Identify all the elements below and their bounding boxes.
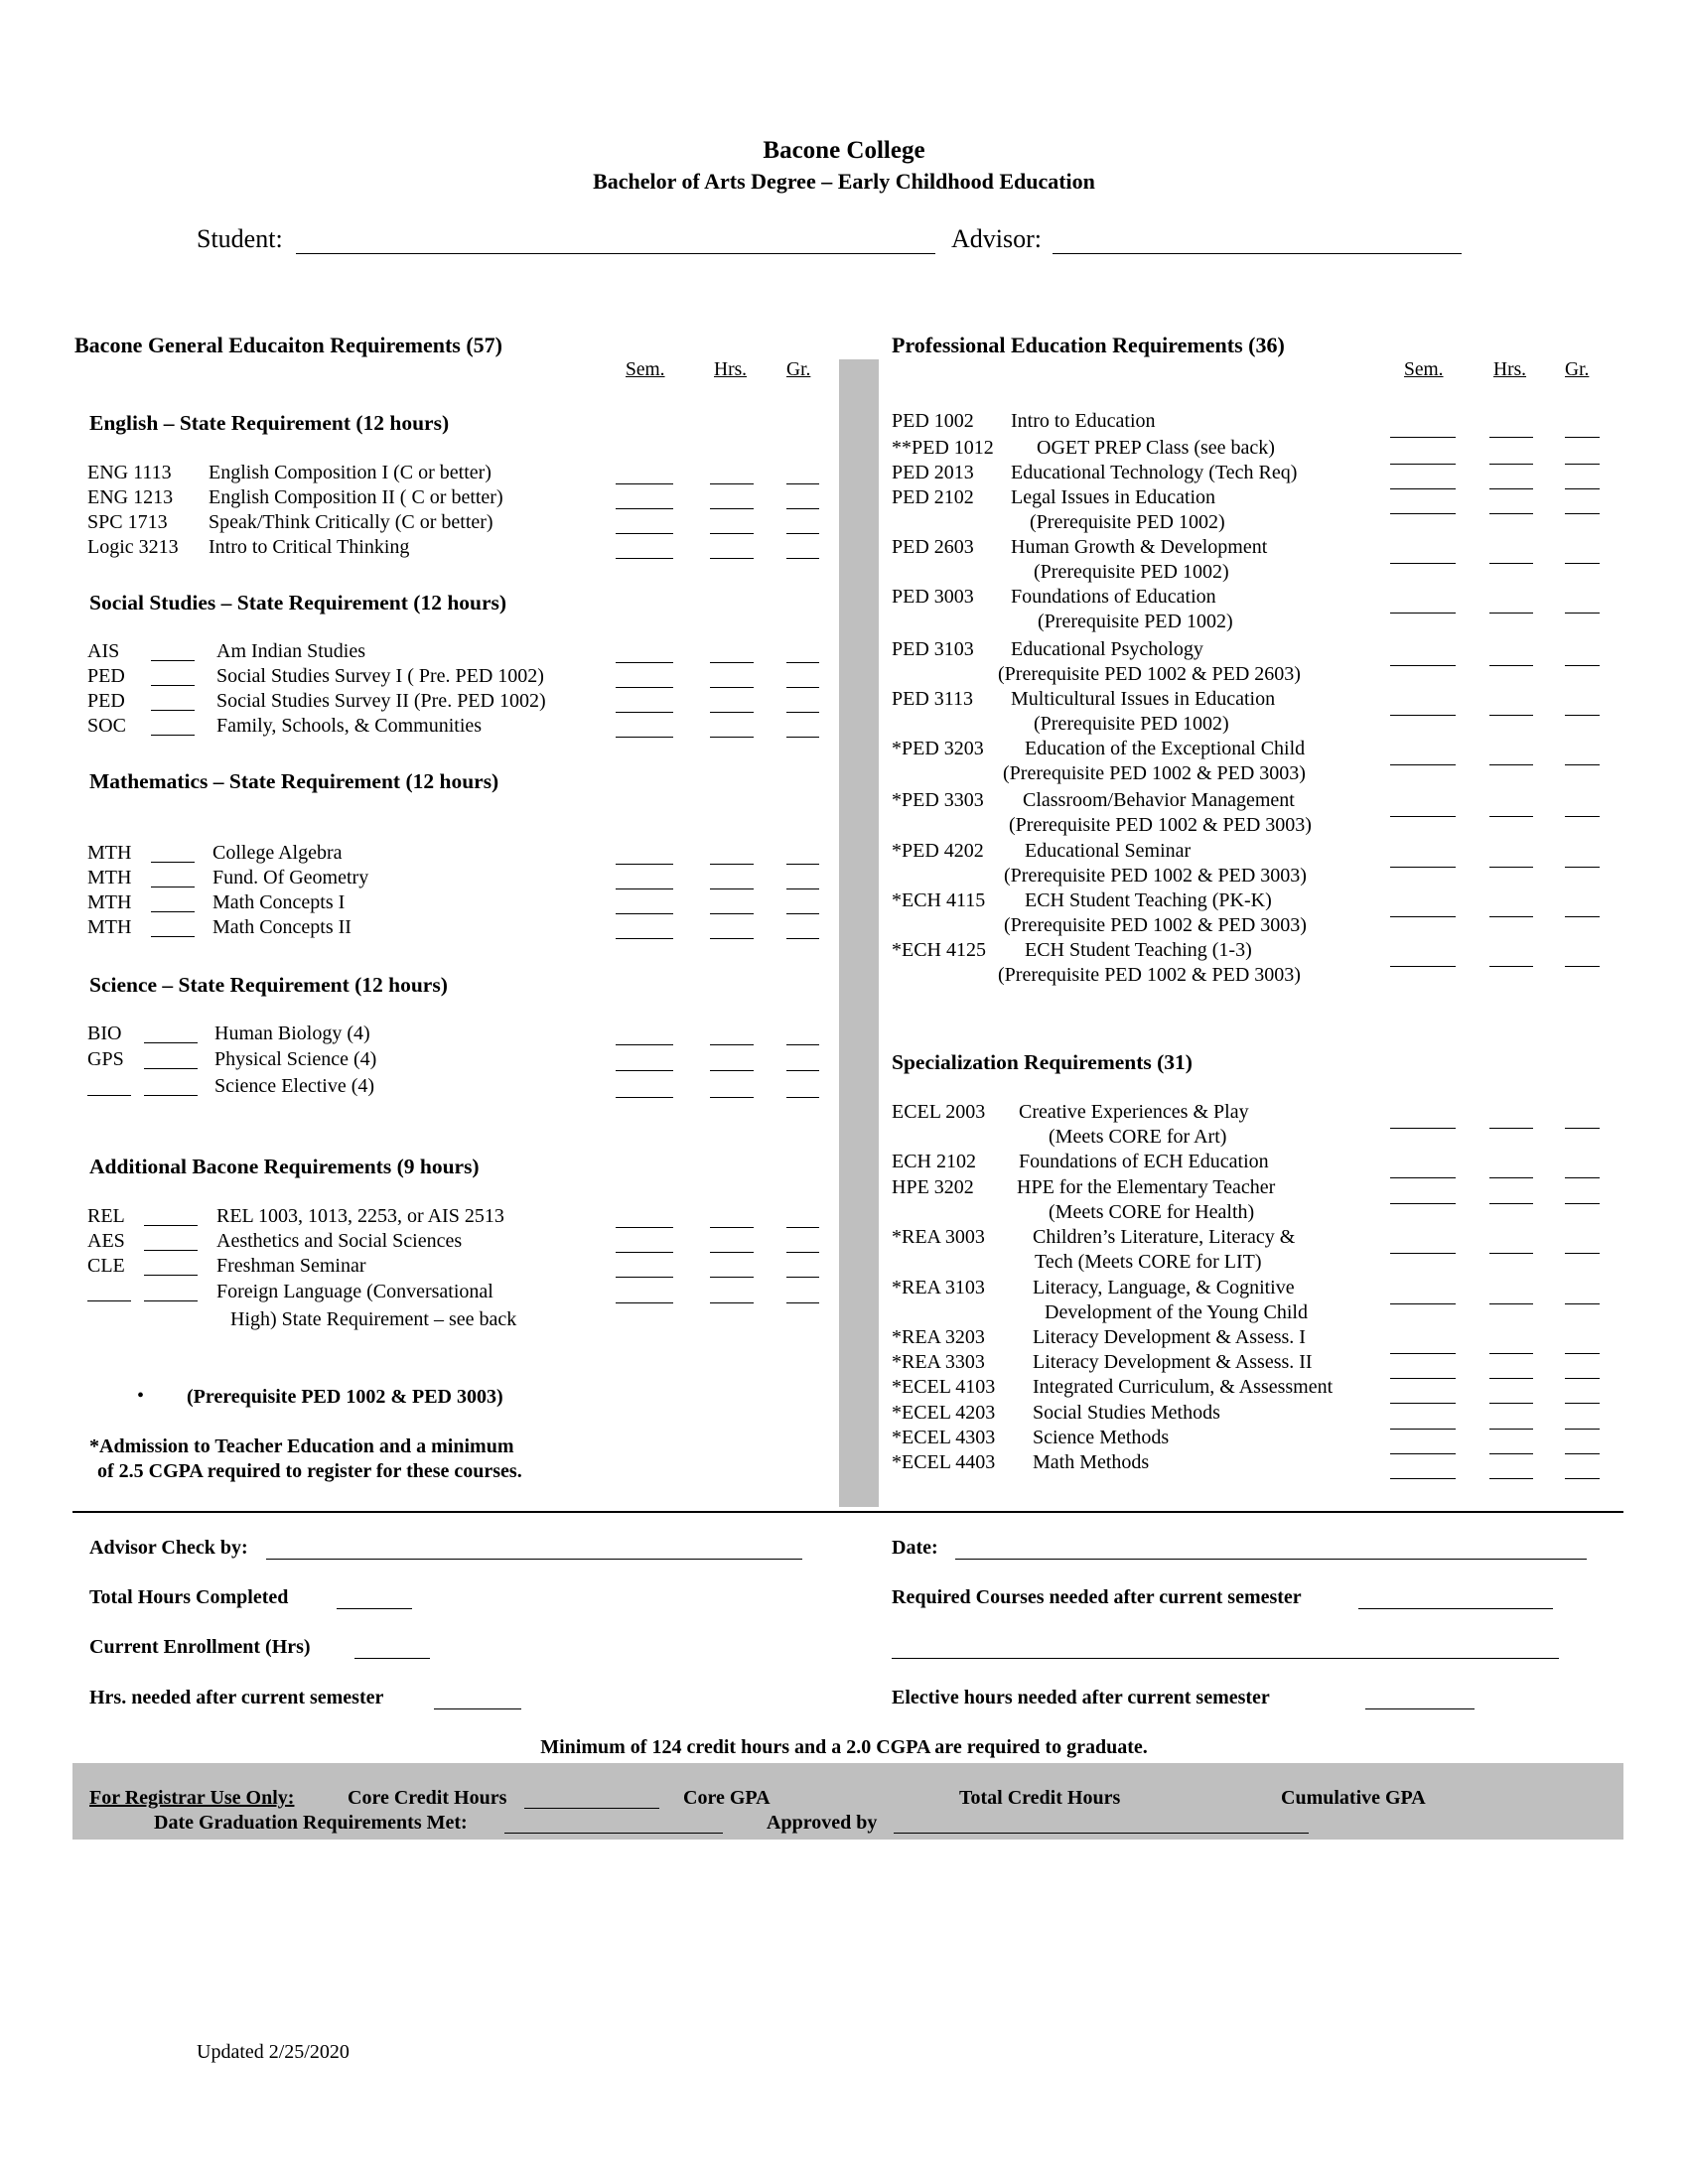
hrs-field-row[interactable] bbox=[710, 737, 754, 738]
course-code: *ECEL 4303 bbox=[892, 1427, 996, 1448]
grade-field-row[interactable] bbox=[1565, 464, 1600, 465]
course-code: *REA 3103 bbox=[892, 1277, 985, 1298]
course-name: Science Methods bbox=[1033, 1427, 1170, 1448]
course-name: Fund. Of Geometry bbox=[212, 867, 369, 888]
right-col-hrs: Hrs. bbox=[1493, 359, 1527, 380]
hrs-field-row[interactable] bbox=[1489, 1353, 1533, 1354]
sem-field-row[interactable] bbox=[616, 1044, 673, 1045]
admission-note-line2: of 2.5 CGPA required to register for these courses. bbox=[97, 1460, 522, 1482]
specialization-heading: Specialization Requirements (31) bbox=[892, 1050, 1193, 1074]
course-name: Math Concepts I bbox=[212, 891, 346, 913]
hrs-field-row[interactable] bbox=[1489, 1429, 1533, 1430]
course-name: Foreign Language (Conversational bbox=[216, 1281, 493, 1302]
grade-field-row[interactable] bbox=[1565, 1478, 1600, 1479]
social-heading: Social Studies – State Requirement (12 hours) bbox=[89, 591, 507, 614]
sem-field-row[interactable] bbox=[1390, 1177, 1456, 1178]
hrs-field-row[interactable] bbox=[710, 938, 754, 939]
course-number-field[interactable] bbox=[144, 1300, 198, 1301]
hrs-field-row[interactable] bbox=[710, 1277, 754, 1278]
column-divider bbox=[839, 359, 879, 1507]
advisor-name-field[interactable] bbox=[1053, 253, 1462, 254]
course-name: Literacy Development & Assess. I bbox=[1033, 1326, 1306, 1348]
grade-field-row[interactable] bbox=[786, 508, 819, 509]
course-subnote: (Prerequisite PED 1002 & PED 3003) bbox=[1009, 814, 1312, 836]
approved-by-label: Approved by bbox=[767, 1812, 878, 1834]
sem-field-row[interactable] bbox=[616, 888, 673, 889]
course-subnote: (Prerequisite PED 1002 & PED 3003) bbox=[1004, 914, 1307, 936]
current-enrollment-label: Current Enrollment (Hrs) bbox=[89, 1636, 311, 1658]
course-name: OGET PREP Class (see back) bbox=[1037, 437, 1275, 459]
course-prefix: SPC 1713 bbox=[87, 511, 168, 533]
course-code: ECH 2102 bbox=[892, 1151, 976, 1172]
sem-field-row[interactable] bbox=[616, 1252, 673, 1253]
course-code: PED 2603 bbox=[892, 536, 974, 558]
course-code: *ECH 4115 bbox=[892, 889, 986, 911]
grade-field-row[interactable] bbox=[1565, 867, 1600, 868]
grade-field-row[interactable] bbox=[1565, 613, 1600, 614]
sem-field-row[interactable] bbox=[616, 662, 673, 663]
course-code: PED 3003 bbox=[892, 586, 974, 608]
grade-field-row[interactable] bbox=[1565, 764, 1600, 765]
grade-field-row[interactable] bbox=[1565, 1177, 1600, 1178]
hrs-needed-field[interactable] bbox=[434, 1708, 521, 1709]
course-name: Math Methods bbox=[1033, 1451, 1150, 1473]
course-subnote: Development of the Young Child bbox=[1045, 1301, 1308, 1323]
sem-field-row[interactable] bbox=[1390, 613, 1456, 614]
approved-by-field[interactable] bbox=[894, 1833, 1309, 1834]
sem-field-row[interactable] bbox=[1390, 563, 1456, 564]
hrs-field-row[interactable] bbox=[1489, 563, 1533, 564]
left-col-hrs: Hrs. bbox=[714, 359, 748, 380]
hrs-field-row[interactable] bbox=[710, 1044, 754, 1045]
course-prefix: PED bbox=[87, 690, 125, 712]
grade-field-row[interactable] bbox=[1565, 563, 1600, 564]
sem-field-row[interactable] bbox=[616, 864, 673, 865]
course-name: Literacy, Language, & Cognitive bbox=[1033, 1277, 1295, 1298]
grade-field-row[interactable] bbox=[786, 737, 819, 738]
course-subnote: (Meets CORE for Art) bbox=[1049, 1126, 1227, 1148]
sem-field-row[interactable] bbox=[616, 1227, 673, 1228]
minimum-requirement-note: Minimum of 124 credit hours and a 2.0 CGPA are required to graduate. bbox=[540, 1736, 1148, 1758]
sem-field-row[interactable] bbox=[1390, 1403, 1456, 1404]
sem-field-row[interactable] bbox=[1390, 464, 1456, 465]
hrs-field-row[interactable] bbox=[1489, 437, 1533, 438]
hrs-field-row[interactable] bbox=[1489, 816, 1533, 817]
course-prefix-field[interactable] bbox=[87, 1095, 131, 1096]
grade-field-row[interactable] bbox=[1565, 816, 1600, 817]
right-col-gr: Gr. bbox=[1565, 359, 1590, 380]
hrs-field-row[interactable] bbox=[1489, 867, 1533, 868]
hrs-field-row[interactable] bbox=[1489, 966, 1533, 967]
sem-field-row[interactable] bbox=[1390, 1303, 1456, 1304]
course-name: Children’s Literature, Literacy & bbox=[1033, 1226, 1296, 1248]
course-name: REL 1003, 1013, 2253, or AIS 2513 bbox=[216, 1205, 504, 1227]
course-subnote: (Prerequisite PED 1002) bbox=[1034, 713, 1229, 735]
course-number-field[interactable] bbox=[144, 1068, 198, 1069]
course-prefix: REL bbox=[87, 1205, 125, 1227]
grade-field-row[interactable] bbox=[1565, 916, 1600, 917]
course-name: Social Studies Methods bbox=[1033, 1402, 1220, 1424]
course-name: Aesthetics and Social Sciences bbox=[216, 1230, 463, 1252]
hrs-field-row[interactable] bbox=[710, 1302, 754, 1303]
prerequisite-note: (Prerequisite PED 1002 & PED 3003) bbox=[187, 1386, 503, 1408]
sem-field-row[interactable] bbox=[1390, 513, 1456, 514]
hrs-field-row[interactable] bbox=[710, 1252, 754, 1253]
course-code: ECEL 2003 bbox=[892, 1101, 986, 1123]
course-prefix: ENG 1213 bbox=[87, 486, 174, 508]
course-number-field[interactable] bbox=[151, 735, 195, 736]
course-name: Educational Psychology bbox=[1011, 638, 1203, 660]
grade-field-row[interactable] bbox=[1565, 1353, 1600, 1354]
hrs-field-row[interactable] bbox=[1489, 916, 1533, 917]
hrs-field-row[interactable] bbox=[710, 508, 754, 509]
course-code: *ECEL 4103 bbox=[892, 1376, 996, 1398]
hrs-field-row[interactable] bbox=[1489, 1403, 1533, 1404]
sem-field-row[interactable] bbox=[1390, 715, 1456, 716]
required-courses-label: Required Courses needed after current semester bbox=[892, 1586, 1302, 1608]
student-name-field[interactable] bbox=[296, 253, 935, 254]
course-code: *REA 3303 bbox=[892, 1351, 985, 1373]
course-prefix: MTH bbox=[87, 867, 132, 888]
sem-field-row[interactable] bbox=[616, 508, 673, 509]
sem-field-row[interactable] bbox=[616, 1277, 673, 1278]
hrs-field-row[interactable] bbox=[1489, 1203, 1533, 1204]
course-name: Educational Technology (Tech Req) bbox=[1011, 462, 1298, 483]
hrs-field-row[interactable] bbox=[710, 888, 754, 889]
sem-field-row[interactable] bbox=[1390, 966, 1456, 967]
grade-field-row[interactable] bbox=[786, 1252, 819, 1253]
document-subtitle: Bachelor of Arts Degree – Early Childhood Education bbox=[593, 169, 1095, 194]
course-code: *REA 3003 bbox=[892, 1226, 985, 1248]
course-name: English Composition II ( C or better) bbox=[209, 486, 503, 508]
hrs-field-row[interactable] bbox=[1489, 1253, 1533, 1254]
sem-field-row[interactable] bbox=[1390, 665, 1456, 666]
sem-field-row[interactable] bbox=[1390, 1429, 1456, 1430]
course-name: Integrated Curriculum, & Assessment bbox=[1033, 1376, 1334, 1398]
science-heading: Science – State Requirement (12 hours) bbox=[89, 973, 448, 997]
hrs-field-row[interactable] bbox=[710, 712, 754, 713]
hrs-field-row[interactable] bbox=[1489, 1128, 1533, 1129]
course-name: Math Concepts II bbox=[212, 916, 352, 938]
sem-field-row[interactable] bbox=[616, 712, 673, 713]
grade-field-row[interactable] bbox=[786, 1277, 819, 1278]
course-number-field[interactable] bbox=[144, 1095, 198, 1096]
hrs-field-row[interactable] bbox=[1489, 1478, 1533, 1479]
total-hours-label: Total Hours Completed bbox=[89, 1586, 289, 1608]
grade-field-row[interactable] bbox=[786, 483, 819, 484]
course-prefix: GPS bbox=[87, 1048, 124, 1070]
grade-field-row[interactable] bbox=[1565, 513, 1600, 514]
sem-field-row[interactable] bbox=[616, 938, 673, 939]
course-subnote: (Prerequisite PED 1002) bbox=[1038, 611, 1233, 632]
required-courses-field-line2[interactable] bbox=[892, 1658, 1559, 1659]
hrs-field-row[interactable] bbox=[1489, 1378, 1533, 1379]
hrs-field-row[interactable] bbox=[1489, 1177, 1533, 1178]
elective-hours-field[interactable] bbox=[1365, 1708, 1475, 1709]
course-subnote: (Prerequisite PED 1002) bbox=[1034, 561, 1229, 583]
total-credit-label: Total Credit Hours bbox=[959, 1787, 1121, 1809]
grade-field-row[interactable] bbox=[1565, 1403, 1600, 1404]
section-divider-line bbox=[72, 1511, 1623, 1513]
grade-field-row[interactable] bbox=[786, 533, 819, 534]
hrs-field-row[interactable] bbox=[1489, 488, 1533, 489]
sem-field-row[interactable] bbox=[616, 1097, 673, 1098]
sem-field-row[interactable] bbox=[616, 1070, 673, 1071]
course-name: Am Indian Studies bbox=[216, 640, 365, 662]
core-gpa-label: Core GPA bbox=[683, 1787, 771, 1809]
required-courses-field[interactable] bbox=[1358, 1608, 1553, 1609]
course-number-field[interactable] bbox=[151, 685, 195, 686]
course-code: PED 2013 bbox=[892, 462, 974, 483]
hrs-field-row[interactable] bbox=[1489, 513, 1533, 514]
grade-field-row[interactable] bbox=[786, 1097, 819, 1098]
hrs-field-row[interactable] bbox=[710, 1097, 754, 1098]
course-name: Social Studies Survey II (Pre. PED 1002) bbox=[216, 690, 546, 712]
hrs-field-row[interactable] bbox=[710, 687, 754, 688]
hrs-field-row[interactable] bbox=[1489, 613, 1533, 614]
course-number-field[interactable] bbox=[144, 1225, 198, 1226]
course-code: *ECEL 4403 bbox=[892, 1451, 996, 1473]
grade-field-row[interactable] bbox=[786, 1070, 819, 1071]
course-code: PED 1002 bbox=[892, 410, 974, 432]
grade-field-row[interactable] bbox=[1565, 715, 1600, 716]
grade-field-row[interactable] bbox=[786, 864, 819, 865]
sem-field-row[interactable] bbox=[1390, 764, 1456, 765]
hrs-field-row[interactable] bbox=[1489, 464, 1533, 465]
course-prefix: ENG 1113 bbox=[87, 462, 172, 483]
course-subnote: (Prerequisite PED 1002) bbox=[1030, 511, 1225, 533]
course-code: PED 2102 bbox=[892, 486, 974, 508]
sem-field-row[interactable] bbox=[1390, 916, 1456, 917]
grade-field-row[interactable] bbox=[1565, 1128, 1600, 1129]
course-number-field[interactable] bbox=[144, 1275, 198, 1276]
sem-field-row[interactable] bbox=[616, 483, 673, 484]
course-prefix: Logic 3213 bbox=[87, 536, 179, 558]
grade-field-row[interactable] bbox=[1565, 1303, 1600, 1304]
left-col-sem: Sem. bbox=[626, 359, 665, 380]
sem-field-row[interactable] bbox=[1390, 1478, 1456, 1479]
grade-field-row[interactable] bbox=[1565, 1253, 1600, 1254]
course-name: Legal Issues in Education bbox=[1011, 486, 1216, 508]
course-prefix: CLE bbox=[87, 1255, 125, 1277]
course-name: Literacy Development & Assess. II bbox=[1033, 1351, 1313, 1373]
right-col-sem: Sem. bbox=[1404, 359, 1444, 380]
course-subnote: (Prerequisite PED 1002 & PED 3003) bbox=[1003, 762, 1306, 784]
course-name: Social Studies Survey I ( Pre. PED 1002) bbox=[216, 665, 544, 687]
sem-field-row[interactable] bbox=[616, 687, 673, 688]
course-name: Intro to Critical Thinking bbox=[209, 536, 410, 558]
course-name: Foundations of ECH Education bbox=[1019, 1151, 1269, 1172]
updated-date: Updated 2/25/2020 bbox=[197, 2041, 350, 2063]
grade-field-row[interactable] bbox=[1565, 966, 1600, 967]
foreign-language-continuation: High) State Requirement – see back bbox=[230, 1308, 517, 1330]
course-prefix: SOC bbox=[87, 715, 126, 737]
admission-note-line1: *Admission to Teacher Education and a minimum bbox=[89, 1435, 514, 1457]
current-enrollment-field[interactable] bbox=[354, 1658, 430, 1659]
hrs-field-row[interactable] bbox=[710, 913, 754, 914]
hrs-field-row[interactable] bbox=[1489, 715, 1533, 716]
hrs-field-row[interactable] bbox=[710, 483, 754, 484]
grade-field-row[interactable] bbox=[1565, 437, 1600, 438]
course-name: Educational Seminar bbox=[1025, 840, 1192, 862]
course-name: Creative Experiences & Play bbox=[1019, 1101, 1249, 1123]
sem-field-row[interactable] bbox=[1390, 1453, 1456, 1454]
hrs-field-row[interactable] bbox=[710, 1070, 754, 1071]
grade-field-row[interactable] bbox=[1565, 1429, 1600, 1430]
course-code: *ECEL 4203 bbox=[892, 1402, 996, 1424]
core-credit-label: Core Credit Hours bbox=[348, 1787, 507, 1809]
course-prefix: AIS bbox=[87, 640, 120, 662]
course-prefix: PED bbox=[87, 665, 125, 687]
sem-field-row[interactable] bbox=[1390, 867, 1456, 868]
bullet-icon: • bbox=[137, 1385, 145, 1407]
hrs-field-row[interactable] bbox=[710, 533, 754, 534]
course-name: Classroom/Behavior Management bbox=[1023, 789, 1295, 811]
course-name: Intro to Education bbox=[1011, 410, 1156, 432]
math-heading: Mathematics – State Requirement (12 hours) bbox=[89, 769, 499, 793]
hrs-field-row[interactable] bbox=[1489, 764, 1533, 765]
hrs-needed-label: Hrs. needed after current semester bbox=[89, 1687, 384, 1708]
sem-field-row[interactable] bbox=[1390, 816, 1456, 817]
course-code: *PED 3203 bbox=[892, 738, 984, 759]
date-field[interactable] bbox=[955, 1559, 1587, 1560]
course-number-field[interactable] bbox=[151, 911, 195, 912]
grade-field-row[interactable] bbox=[786, 913, 819, 914]
course-prefix: AES bbox=[87, 1230, 125, 1252]
course-name: Speak/Think Critically (C or better) bbox=[209, 511, 493, 533]
course-subnote: Tech (Meets CORE for LIT) bbox=[1035, 1251, 1262, 1273]
sem-field-row[interactable] bbox=[1390, 488, 1456, 489]
course-name: Family, Schools, & Communities bbox=[216, 715, 483, 737]
sem-field-row[interactable] bbox=[616, 533, 673, 534]
course-code: PED 3113 bbox=[892, 688, 974, 710]
course-subnote: (Meets CORE for Health) bbox=[1049, 1201, 1255, 1223]
sem-field-row[interactable] bbox=[616, 558, 673, 559]
course-subnote: (Prerequisite PED 1002 & PED 3003) bbox=[1004, 865, 1307, 887]
course-name: Physical Science (4) bbox=[214, 1048, 377, 1070]
hrs-field-row[interactable] bbox=[710, 558, 754, 559]
grade-field-row[interactable] bbox=[1565, 1203, 1600, 1204]
english-heading: English – State Requirement (12 hours) bbox=[89, 411, 450, 435]
course-name: Freshman Seminar bbox=[216, 1255, 366, 1277]
advisor-label: Advisor: bbox=[951, 224, 1042, 253]
left-col-gr: Gr. bbox=[786, 359, 811, 380]
date-graduation-field[interactable] bbox=[504, 1833, 723, 1834]
sem-field-row[interactable] bbox=[616, 1302, 673, 1303]
course-name: Science Elective (4) bbox=[214, 1075, 375, 1097]
grade-field-row[interactable] bbox=[786, 712, 819, 713]
course-name: Education of the Exceptional Child bbox=[1025, 738, 1306, 759]
course-name: ECH Student Teaching (PK-K) bbox=[1025, 889, 1272, 911]
course-code: *PED 3303 bbox=[892, 789, 984, 811]
advisor-check-label: Advisor Check by: bbox=[89, 1537, 248, 1559]
elective-hours-label: Elective hours needed after current semester bbox=[892, 1687, 1270, 1708]
grade-field-row[interactable] bbox=[1565, 488, 1600, 489]
hrs-field-row[interactable] bbox=[710, 1227, 754, 1228]
course-number-field[interactable] bbox=[144, 1250, 198, 1251]
course-code: *ECH 4125 bbox=[892, 939, 986, 961]
hrs-field-row[interactable] bbox=[710, 864, 754, 865]
course-code: PED 3103 bbox=[892, 638, 974, 660]
course-subnote: (Prerequisite PED 1002 & PED 2603) bbox=[998, 663, 1301, 685]
course-code: *PED 4202 bbox=[892, 840, 984, 862]
cumulative-gpa-label: Cumulative GPA bbox=[1281, 1787, 1426, 1809]
course-prefix: MTH bbox=[87, 916, 132, 938]
registrar-label: For Registrar Use Only: bbox=[89, 1787, 295, 1809]
course-prefix-field[interactable] bbox=[87, 1300, 131, 1301]
course-name: College Algebra bbox=[212, 842, 343, 864]
gen-ed-heading: Bacone General Educaiton Requirements (57) bbox=[74, 333, 503, 357]
grade-field-row[interactable] bbox=[786, 888, 819, 889]
course-subnote: (Prerequisite PED 1002 & PED 3003) bbox=[998, 964, 1301, 986]
course-number-field[interactable] bbox=[144, 1042, 198, 1043]
course-number-field[interactable] bbox=[151, 936, 195, 937]
sem-field-row[interactable] bbox=[1390, 1128, 1456, 1129]
sem-field-row[interactable] bbox=[616, 737, 673, 738]
prof-ed-heading: Professional Education Requirements (36) bbox=[892, 333, 1285, 357]
sem-field-row[interactable] bbox=[616, 913, 673, 914]
core-credit-field[interactable] bbox=[524, 1808, 659, 1809]
grade-field-row[interactable] bbox=[786, 558, 819, 559]
grade-field-row[interactable] bbox=[786, 938, 819, 939]
sem-field-row[interactable] bbox=[1390, 1203, 1456, 1204]
document-title: Bacone College bbox=[763, 137, 925, 164]
course-prefix: MTH bbox=[87, 842, 132, 864]
student-label: Student: bbox=[197, 224, 283, 253]
course-name: Multicultural Issues in Education bbox=[1011, 688, 1276, 710]
additional-heading: Additional Bacone Requirements (9 hours) bbox=[89, 1155, 480, 1178]
course-name: Foundations of Education bbox=[1011, 586, 1216, 608]
hrs-field-row[interactable] bbox=[1489, 1303, 1533, 1304]
course-prefix: BIO bbox=[87, 1023, 122, 1044]
course-name: English Composition I (C or better) bbox=[209, 462, 492, 483]
sem-field-row[interactable] bbox=[1390, 1253, 1456, 1254]
hrs-field-row[interactable] bbox=[1489, 1453, 1533, 1454]
grade-field-row[interactable] bbox=[786, 1227, 819, 1228]
course-number-field[interactable] bbox=[151, 862, 195, 863]
course-name: Human Biology (4) bbox=[214, 1023, 370, 1044]
grade-field-row[interactable] bbox=[1565, 665, 1600, 666]
sem-field-row[interactable] bbox=[1390, 437, 1456, 438]
course-code: HPE 3202 bbox=[892, 1176, 974, 1198]
grade-field-row[interactable] bbox=[1565, 1378, 1600, 1379]
course-code: *REA 3203 bbox=[892, 1326, 985, 1348]
course-name: ECH Student Teaching (1-3) bbox=[1025, 939, 1252, 961]
hrs-field-row[interactable] bbox=[1489, 665, 1533, 666]
course-name: HPE for the Elementary Teacher bbox=[1017, 1176, 1276, 1198]
course-number-field[interactable] bbox=[151, 660, 195, 661]
course-code: **PED 1012 bbox=[892, 437, 994, 459]
grade-field-row[interactable] bbox=[786, 687, 819, 688]
sem-field-row[interactable] bbox=[1390, 1378, 1456, 1379]
grade-field-row[interactable] bbox=[786, 1044, 819, 1045]
course-number-field[interactable] bbox=[151, 710, 195, 711]
course-name: Human Growth & Development bbox=[1011, 536, 1268, 558]
total-hours-field[interactable] bbox=[337, 1608, 412, 1609]
grade-field-row[interactable] bbox=[786, 662, 819, 663]
advisor-check-field[interactable] bbox=[266, 1559, 802, 1560]
hrs-field-row[interactable] bbox=[710, 662, 754, 663]
sem-field-row[interactable] bbox=[1390, 1353, 1456, 1354]
date-graduation-label: Date Graduation Requirements Met: bbox=[154, 1812, 468, 1834]
course-prefix: MTH bbox=[87, 891, 132, 913]
grade-field-row[interactable] bbox=[1565, 1453, 1600, 1454]
date-label: Date: bbox=[892, 1537, 938, 1559]
grade-field-row[interactable] bbox=[786, 1302, 819, 1303]
